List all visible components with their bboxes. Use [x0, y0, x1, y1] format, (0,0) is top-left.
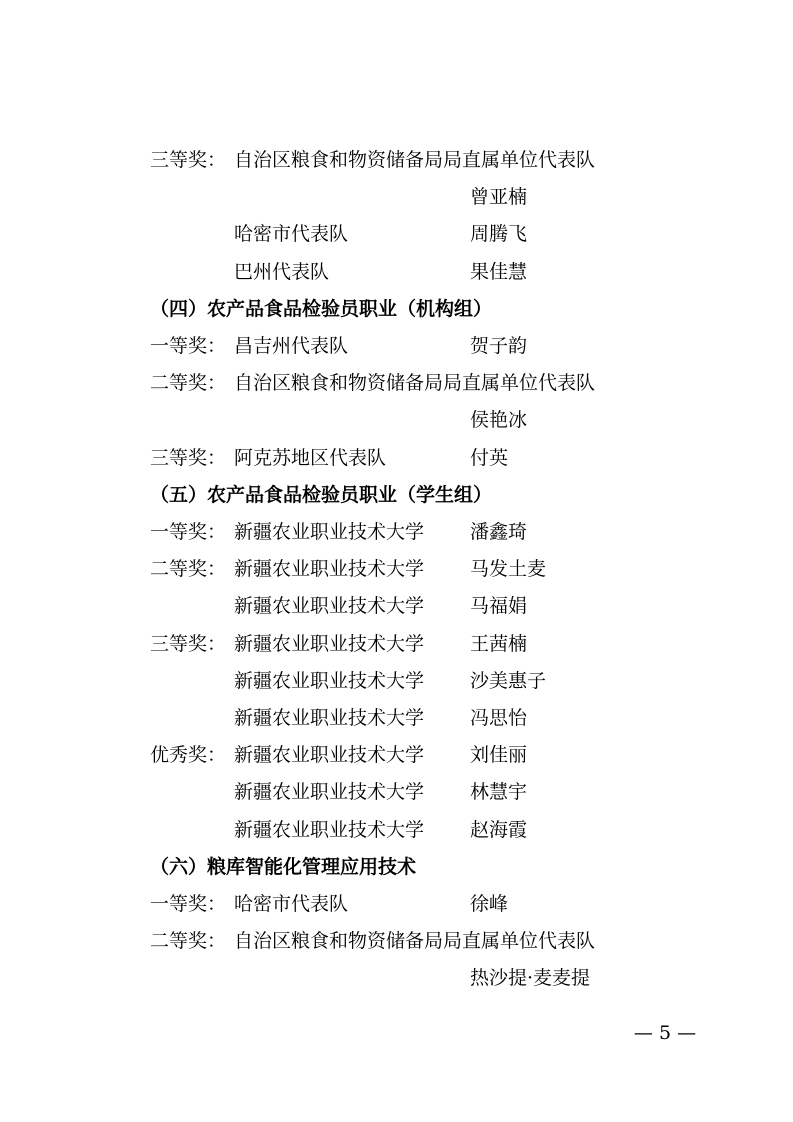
section-heading-text: （六）粮库智能化管理应用技术: [150, 855, 417, 878]
award-level: 二等奖：: [150, 558, 227, 581]
winner-name: 林慧宇: [470, 781, 528, 804]
section-heading: [0, 477, 793, 514]
winner-name: 付英: [470, 446, 509, 469]
winner-name: 马福娟: [470, 595, 528, 618]
award-entry: [0, 402, 793, 439]
team-name: 哈密市代表队: [234, 893, 349, 915]
award-level: 三等奖：: [150, 446, 227, 469]
award-entry: [0, 960, 793, 997]
team-name: 新疆农业职业技术大学: [234, 632, 425, 655]
award-level: 一等奖：: [150, 521, 227, 543]
winner-name: 侯艳冰: [470, 409, 528, 432]
award-level: 三等奖：: [150, 149, 227, 171]
section-heading-text: （五）农产品食品检验员职业（学生组）: [150, 483, 493, 506]
team-name: 新疆农业职业技术大学: [234, 744, 425, 767]
winner-name: 马发土麦: [470, 558, 547, 581]
winner-name: 徐峰: [470, 893, 509, 915]
award-entry: [0, 774, 793, 811]
winner-name: 冯思怡: [470, 707, 528, 729]
winner-name: 沙美惠子: [470, 669, 547, 692]
team-name: 哈密市代表队: [234, 223, 349, 246]
award-level: 二等奖：: [150, 930, 227, 953]
team-name: 新疆农业职业技术大学: [234, 595, 425, 618]
team-name: 新疆农业职业技术大学: [234, 818, 425, 841]
section-heading: [0, 291, 793, 328]
team-name: 新疆农业职业技术大学: [234, 521, 425, 543]
award-entry: [0, 440, 793, 477]
page-number: — 5 —: [633, 1022, 697, 1044]
award-entry: [0, 886, 793, 923]
award-entry: [0, 216, 793, 253]
team-name: 新疆农业职业技术大学: [234, 558, 425, 581]
team-name: 巴州代表队: [234, 260, 330, 283]
award-entry: [0, 142, 793, 179]
team-name: 自治区粮食和物资储备局局直属单位代表队: [234, 372, 596, 395]
team-name: 新疆农业职业技术大学: [234, 781, 425, 804]
winner-name: 果佳慧: [470, 260, 528, 283]
award-entry: [0, 328, 793, 365]
award-entry: [0, 812, 793, 849]
winner-name: 周腾飞: [470, 223, 528, 246]
award-level: 一等奖：: [150, 893, 227, 915]
award-entry: [0, 923, 793, 960]
team-name: 新疆农业职业技术大学: [234, 707, 425, 729]
award-entry: [0, 551, 793, 588]
award-level: 优秀奖：: [150, 744, 227, 767]
winner-name: 赵海霞: [470, 818, 528, 841]
winner-name: 曾亚楠: [470, 186, 528, 209]
award-entry: [0, 514, 793, 551]
award-level: 三等奖：: [150, 632, 227, 655]
award-level: 二等奖：: [150, 372, 227, 395]
award-entry: [0, 588, 793, 625]
winner-name: 潘鑫琦: [470, 521, 528, 543]
winner-name: 热沙提·麦麦提: [470, 967, 591, 990]
award-level: 一等奖：: [150, 335, 227, 357]
winner-name: 贺子韵: [470, 335, 528, 357]
award-entry: [0, 626, 793, 663]
winner-name: 刘佳丽: [470, 744, 528, 767]
team-name: 自治区粮食和物资储备局局直属单位代表队: [234, 149, 596, 171]
award-entry: [0, 365, 793, 402]
winner-name: 王茜楠: [470, 632, 528, 655]
award-entry: [0, 254, 793, 291]
team-name: 昌吉州代表队: [234, 335, 349, 357]
award-entry: [0, 737, 793, 774]
section-heading: [0, 849, 793, 886]
team-name: 阿克苏地区代表队: [234, 446, 387, 469]
award-entry: [0, 663, 793, 700]
team-name: 自治区粮食和物资储备局局直属单位代表队: [234, 930, 596, 953]
section-heading-text: （四）农产品食品检验员职业（机构组）: [150, 297, 493, 320]
award-entry: [0, 179, 793, 216]
team-name: 新疆农业职业技术大学: [234, 669, 425, 692]
award-entry: [0, 700, 793, 737]
